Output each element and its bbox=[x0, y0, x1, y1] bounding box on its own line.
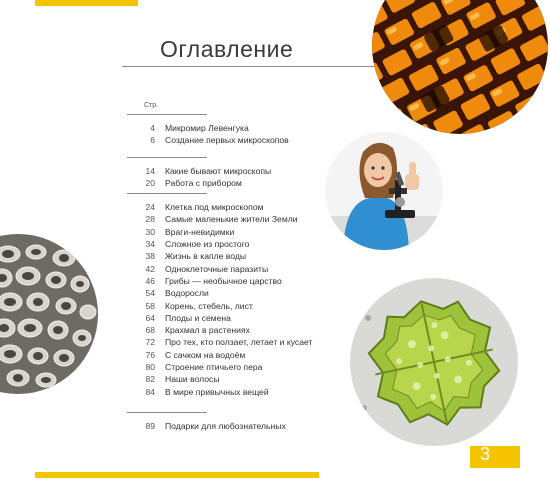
page-number: 3 bbox=[480, 444, 491, 464]
toc-group-1 bbox=[127, 114, 327, 147]
toc-entry[interactable] bbox=[127, 122, 327, 134]
bottom-accent-bar bbox=[35, 472, 319, 478]
toc-page-number: 20 bbox=[145, 178, 155, 189]
toc-entry[interactable] bbox=[127, 349, 327, 361]
toc-entry-title: Наши волосы bbox=[165, 374, 220, 385]
group-divider bbox=[127, 412, 207, 413]
toc-entry-title: Строение птичьего пера bbox=[165, 362, 263, 372]
page-title: Оглавление bbox=[160, 36, 294, 62]
toc-page-number: 4 bbox=[150, 123, 155, 134]
toc-entry-title: Корень, стебель, лист bbox=[165, 300, 253, 311]
toc-entry-title: Враги-невидимки bbox=[165, 226, 235, 237]
toc-entry[interactable] bbox=[127, 373, 327, 385]
toc-entry-title: Подарки для любознательных bbox=[165, 421, 286, 432]
diatom-illustration bbox=[350, 278, 518, 446]
toc-entry-title: Сложное из простого bbox=[165, 239, 250, 250]
toc-entry-title: Плоды и семена bbox=[165, 312, 231, 323]
toc-group-2 bbox=[127, 157, 327, 190]
toc-page-number: 82 bbox=[145, 374, 155, 385]
toc-entry[interactable] bbox=[127, 312, 327, 324]
toc-entry[interactable] bbox=[127, 177, 327, 189]
toc-page-number: 38 bbox=[145, 251, 155, 262]
toc-entry[interactable] bbox=[127, 201, 327, 213]
toc-page-number: 46 bbox=[145, 275, 155, 286]
toc-entry-title: Про тех, кто ползает, летает и кусает bbox=[165, 337, 313, 348]
toc-page-number: 42 bbox=[145, 263, 155, 274]
bone-tissue-illustration bbox=[0, 234, 98, 394]
toc-group-4 bbox=[127, 412, 327, 432]
toc-page-number: 76 bbox=[145, 349, 155, 360]
girl-microscope-illustration bbox=[325, 132, 443, 250]
toc-entry-title: Какие бывают микроскопы bbox=[165, 166, 272, 177]
page-number-tab bbox=[470, 446, 520, 468]
toc-entry[interactable] bbox=[127, 299, 327, 311]
toc-entry[interactable] bbox=[127, 275, 327, 287]
toc-page-number: 89 bbox=[145, 421, 155, 432]
toc-page-number: 68 bbox=[145, 325, 155, 336]
toc-page-number: 6 bbox=[150, 135, 155, 146]
green-diatom-photo bbox=[350, 278, 518, 446]
toc-page-number: 34 bbox=[145, 239, 155, 250]
top-accent-bar bbox=[35, 0, 138, 6]
toc-entry[interactable] bbox=[127, 213, 327, 225]
toc-entry-title: С сачком на водоём bbox=[165, 349, 246, 360]
toc-page-number: 54 bbox=[145, 288, 155, 299]
group-divider bbox=[127, 193, 207, 194]
toc-entry[interactable] bbox=[127, 324, 327, 336]
toc-entry-title: Создание первых микроскопов bbox=[165, 135, 289, 146]
toc-entry[interactable] bbox=[127, 287, 327, 299]
toc-entry-title: Водоросли bbox=[165, 288, 209, 299]
butterfly-wing-illustration bbox=[372, 0, 548, 134]
toc-page-number: 72 bbox=[145, 337, 155, 348]
toc-entry[interactable] bbox=[127, 165, 327, 177]
toc-page-number: 80 bbox=[145, 362, 155, 372]
toc-entry[interactable] bbox=[127, 238, 327, 250]
toc-entry-title: Микромир Левенгука bbox=[165, 123, 249, 134]
toc-page-number: 58 bbox=[145, 300, 155, 311]
toc-entry-title: Клетка под микроскопом bbox=[165, 202, 264, 213]
group-divider bbox=[127, 157, 207, 158]
toc-page-number: 30 bbox=[145, 226, 155, 237]
toc-page-number: 64 bbox=[145, 312, 155, 323]
toc-entry-title: Жизнь в капле воды bbox=[165, 251, 247, 262]
toc-entry[interactable] bbox=[127, 361, 327, 373]
toc-group-3 bbox=[127, 193, 327, 398]
toc-entry[interactable] bbox=[127, 226, 327, 238]
toc-entry-title: Грибы — необычное царство bbox=[165, 275, 282, 286]
toc-entry-title: Крахмал в растениях bbox=[165, 325, 250, 336]
toc-page-number: 84 bbox=[145, 386, 155, 397]
page-column-label: Стр. bbox=[144, 102, 159, 109]
toc-entry-title: В мире привычных вещей bbox=[165, 386, 269, 397]
toc-page-number: 14 bbox=[145, 166, 155, 177]
toc-entry-title: Одноклеточные паразиты bbox=[165, 263, 269, 274]
butterfly-wing-photo bbox=[372, 0, 548, 134]
toc-entry[interactable] bbox=[127, 420, 327, 432]
toc-entry[interactable] bbox=[127, 385, 327, 397]
toc-entry[interactable] bbox=[127, 134, 327, 146]
group-divider bbox=[127, 114, 207, 115]
bone-tissue-photo bbox=[0, 234, 98, 394]
toc-entry-title: Работа с прибором bbox=[165, 178, 242, 189]
toc-entry-title: Самые маленькие жители Земли bbox=[165, 214, 298, 225]
toc-entry[interactable] bbox=[127, 250, 327, 262]
toc-entry[interactable] bbox=[127, 262, 327, 274]
toc-entry[interactable] bbox=[127, 336, 327, 348]
toc-page-number: 28 bbox=[145, 214, 155, 225]
toc-page-number: 24 bbox=[145, 202, 155, 213]
girl-with-microscope-photo bbox=[325, 132, 443, 250]
